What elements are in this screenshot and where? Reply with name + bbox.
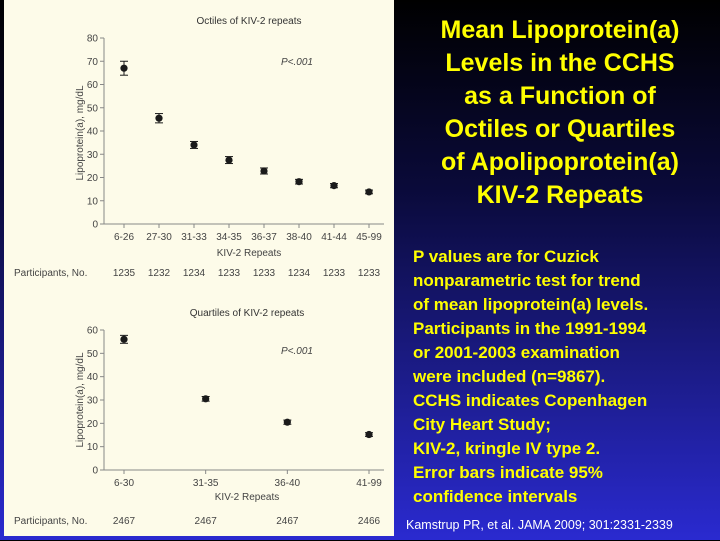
- participants-count: 1233: [322, 268, 346, 279]
- data-point: [225, 156, 232, 163]
- x-tick-label: 6-26: [113, 232, 135, 243]
- y-tick-label: 50: [86, 348, 98, 360]
- x-tick-label: 45-99: [356, 232, 382, 243]
- data-point: [284, 419, 291, 426]
- note-line: were included (n=9867).: [413, 367, 606, 386]
- figure-notes: [413, 245, 713, 509]
- note-line: or 2001-2003 examination: [413, 343, 620, 362]
- data-point: [202, 395, 209, 402]
- data-point: [365, 188, 372, 195]
- quartiles-chart: [14, 308, 384, 527]
- x-tick-label: 41-44: [321, 232, 347, 243]
- slide-title: [405, 14, 715, 212]
- note-line: Participants in the 1991-1994: [413, 319, 647, 338]
- y-tick-label: 30: [86, 149, 98, 161]
- x-tick-label: 31-35: [192, 478, 219, 489]
- y-tick-label: 40: [86, 372, 98, 384]
- x-tick-label: 34-35: [216, 232, 242, 243]
- x-axis-label: KIV-2 Repeats: [216, 248, 282, 259]
- y-tick-label: 10: [86, 196, 98, 208]
- participants-count: 2467: [276, 516, 299, 527]
- note-line: Error bars indicate 95%: [413, 463, 603, 482]
- note-line: KIV-2, kringle IV type 2.: [413, 439, 601, 458]
- participants-count: 2467: [112, 516, 136, 527]
- p-value-annotation: P<.001: [281, 346, 313, 357]
- y-tick-label: 60: [86, 80, 98, 91]
- participants-count: 1235: [112, 268, 136, 279]
- participants-count: 1233: [357, 268, 381, 279]
- y-axis-label: Lipoprotein(a), mg/dL: [75, 352, 86, 448]
- title-line: Levels in the CCHS: [445, 49, 675, 77]
- data-point: [120, 65, 127, 72]
- x-tick-label: 36-40: [274, 478, 301, 489]
- data-point: [295, 178, 302, 185]
- x-tick-label: 36-37: [251, 232, 277, 243]
- y-tick-label: 30: [86, 395, 98, 407]
- participants-label: Participants, No.: [14, 268, 88, 279]
- y-tick-label: 40: [86, 126, 98, 138]
- note-line: confidence intervals: [413, 487, 578, 506]
- title-line: of Apolipoprotein(a): [441, 148, 679, 176]
- note-line: City Heart Study;: [413, 415, 551, 434]
- y-tick-label: 0: [92, 465, 98, 477]
- note-line: nonparametric test for trend: [413, 271, 641, 290]
- x-tick-label: 6-30: [113, 478, 135, 489]
- y-tick-label: 80: [86, 33, 98, 45]
- x-tick-label: 27-30: [146, 232, 172, 243]
- x-tick-label: 31-33: [181, 232, 207, 243]
- y-tick-label: 20: [86, 173, 98, 184]
- y-tick-label: 20: [86, 418, 98, 430]
- x-axis-label: KIV-2 Repeats: [214, 492, 280, 503]
- title-line: KIV-2 Repeats: [476, 181, 644, 209]
- x-tick-label: 41-99: [356, 478, 382, 489]
- participants-label: Participants, No.: [14, 516, 88, 527]
- figure-svg: [4, 0, 394, 536]
- data-point: [155, 115, 162, 122]
- participants-count: 2467: [194, 516, 217, 527]
- note-line: of mean lipoprotein(a) levels.: [413, 295, 649, 314]
- data-point: [330, 182, 337, 189]
- figure-panel: [4, 0, 394, 536]
- chart-title: Quartiles of KIV-2 repeats: [189, 308, 305, 319]
- p-value-annotation: P<.001: [281, 57, 313, 68]
- data-point: [120, 336, 127, 343]
- y-tick-label: 10: [86, 442, 98, 454]
- participants-count: 1232: [147, 268, 171, 279]
- data-point: [260, 167, 267, 174]
- y-tick-label: 70: [86, 56, 98, 68]
- y-tick-label: 50: [86, 103, 98, 115]
- y-tick-label: 0: [92, 219, 98, 231]
- participants-count: 1234: [182, 268, 206, 279]
- data-point: [365, 431, 372, 438]
- participants-count: 1233: [217, 268, 241, 279]
- participants-count: 1233: [252, 268, 276, 279]
- participants-count: 1234: [287, 268, 311, 279]
- y-tick-label: 60: [86, 325, 98, 337]
- octiles-chart: [14, 16, 384, 279]
- note-line: P values are for Cuzick: [413, 247, 599, 266]
- data-point: [190, 141, 197, 148]
- note-line: CCHS indicates Copenhagen: [413, 391, 648, 410]
- title-line: Mean Lipoprotein(a): [440, 16, 680, 44]
- x-tick-label: 38-40: [286, 232, 312, 243]
- participants-count: 2466: [357, 516, 381, 527]
- title-line: as a Function of: [464, 82, 656, 110]
- citation: Kamstrup PR, et al. JAMA 2009; 301:2331-2339: [406, 518, 673, 532]
- y-axis-label: Lipoprotein(a), mg/dL: [75, 85, 86, 181]
- chart-title: Octiles of KIV-2 repeats: [196, 16, 302, 27]
- title-line: Octiles or Quartiles: [444, 115, 676, 143]
